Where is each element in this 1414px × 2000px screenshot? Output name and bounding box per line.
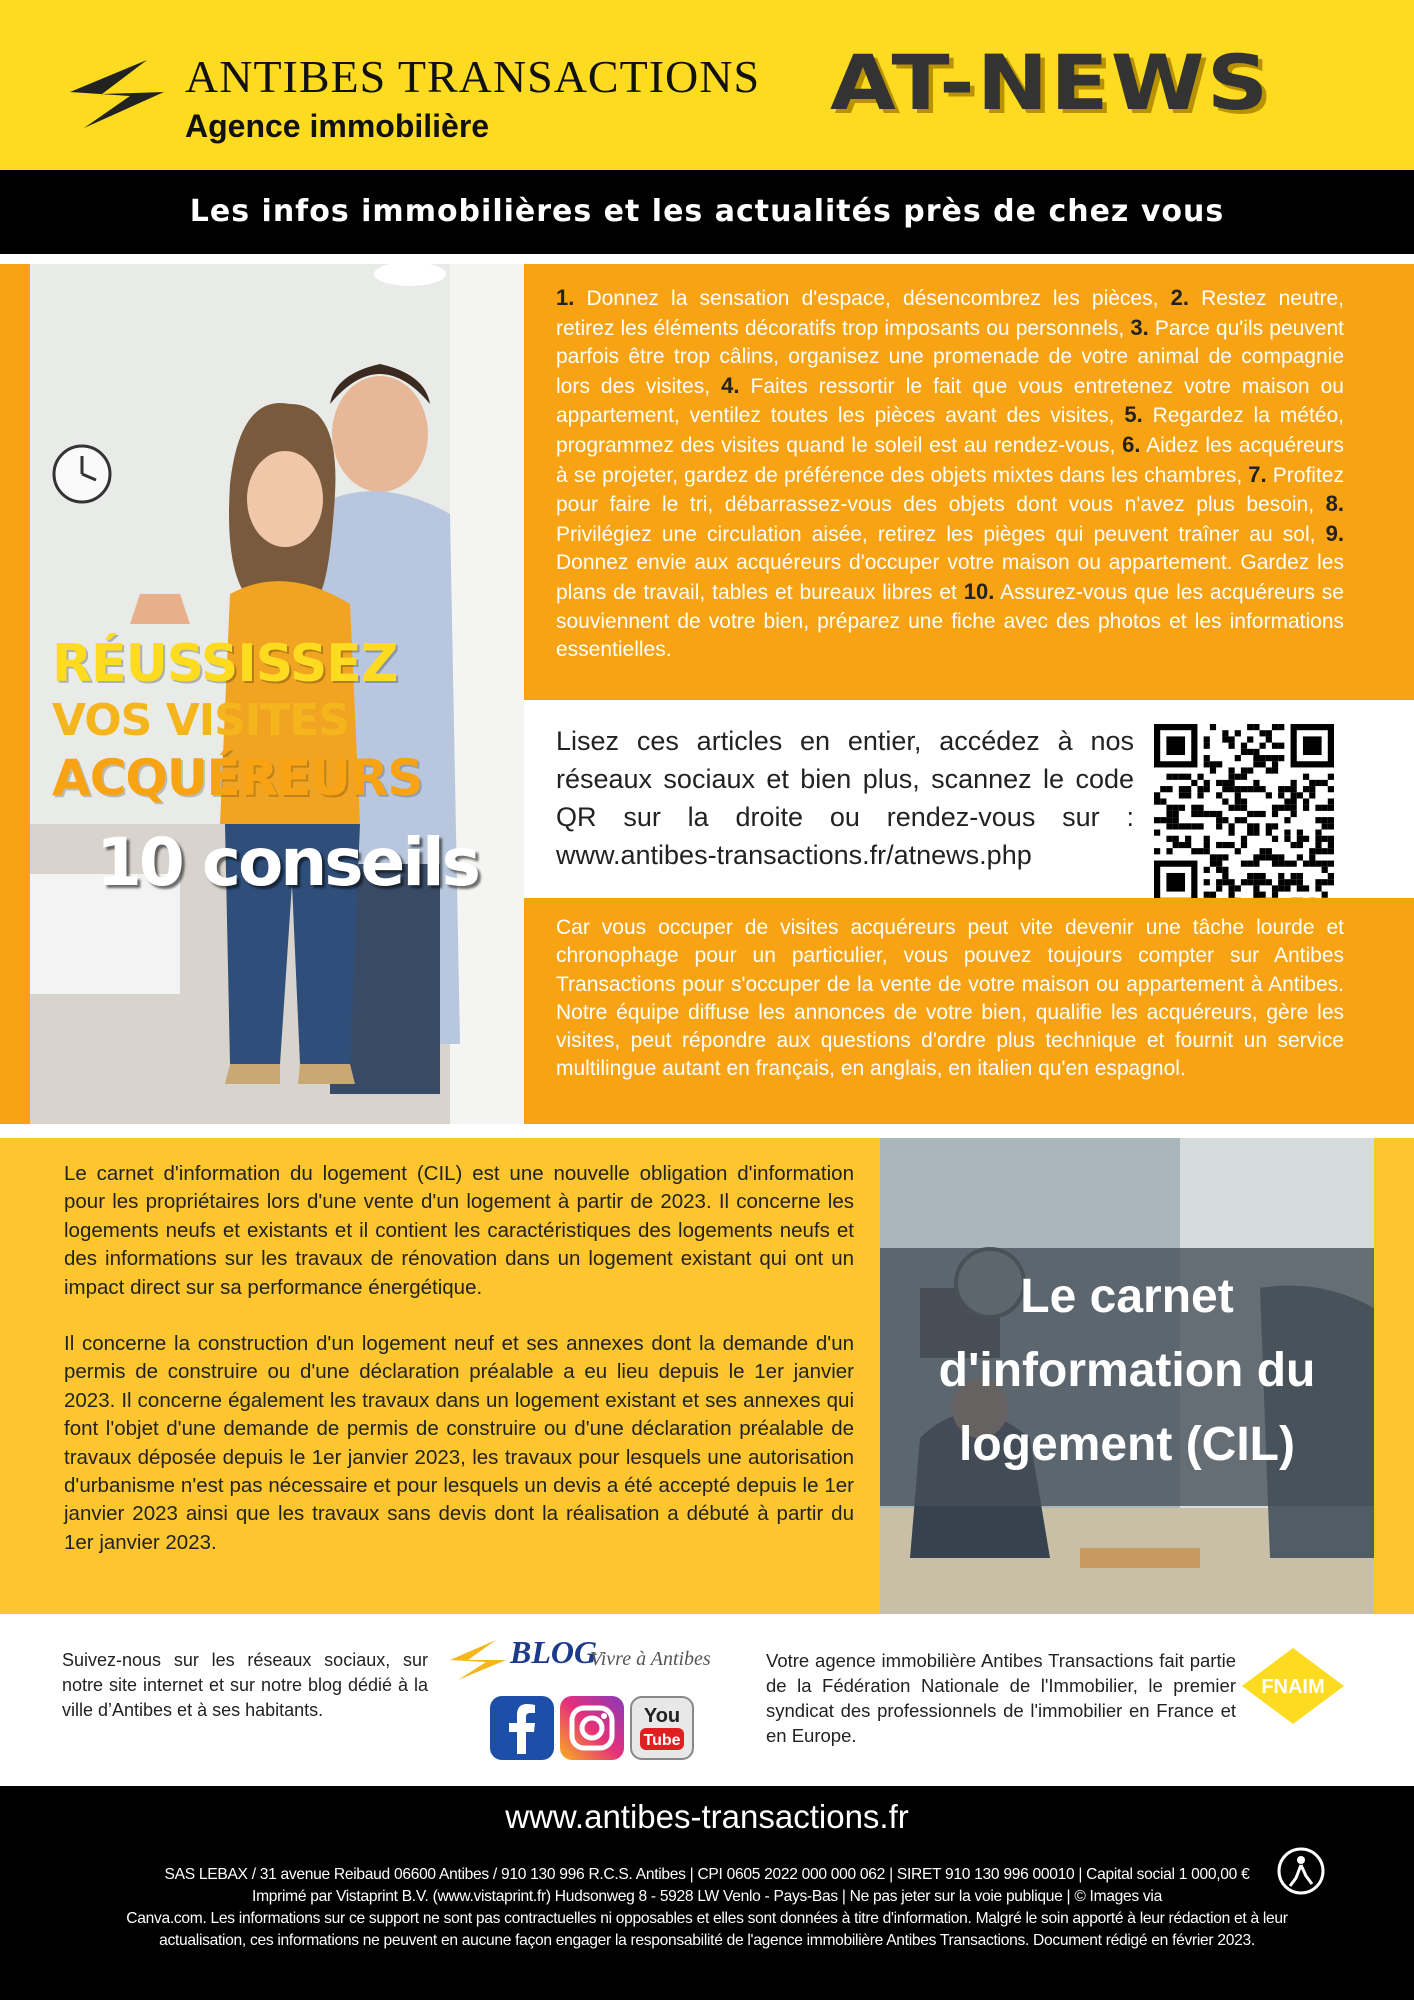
feature-headline — [52, 634, 512, 918]
tip-item: 9. Donnez envie aux acquéreurs d'occuper votre maison ou appartement. Gardez les plans de travail, tables et bureaux libres et — [556, 520, 1344, 604]
fnaim-text: Votre agence immobilière Antibes Transactions fait partie de la Fédération Nationale de l'Immobilier, le premier syndicat des professionnels de l'immobilier en France et en Europe. — [766, 1650, 1236, 1746]
tip-item: 7. Profitez pour faire le tri, débarrassez-vous des objets dont vous n'avez plus besoin, — [556, 461, 1344, 517]
legal-line-4: actualisation, ces informations ne peuvent en aucune façon engager la responsabilité de l'agence immobilière Antibes Transactions. Document rédigé en février 2023. — [159, 1932, 1255, 1949]
instagram-icon[interactable] — [560, 1696, 624, 1760]
cil-paragraph-2: Il concerne la construction d'un logement neuf et ses annexes dont la demande d'un permis de construire ou d'une déclaration préalable a eu lieu depuis le 1er janvier 2023. Il concerne également les travaux dans un logement existant et ses annexes qui font l'objet d'une demande de permis de construire ou d'une déclaration préalable de travaux déposée depuis le 1er janvier 2023, les travaux pour lesquels une autorisation d'urbanisme n'est pas nécessaire et pour lesquels un devis a été accepté depuis le 1er janvier 2023 ainsi que les travaux sans devis dont la réalisation a débuté à partir du 1er janvier 2023. — [64, 1332, 854, 1554]
tips-list — [524, 264, 1414, 700]
footer-info — [0, 1614, 1414, 1786]
agency-logo-icon — [62, 52, 172, 132]
cil-article — [64, 1160, 854, 1557]
cil-section — [0, 1138, 1414, 1614]
legal-notice — [60, 1864, 1354, 1952]
blog-subtitle: Vivre à Antibes — [590, 1648, 711, 1670]
recycle-seal-icon — [1276, 1846, 1326, 1896]
cil-title: Le carnet d'information du logement (CIL) — [938, 1270, 1316, 1471]
header — [0, 0, 1414, 170]
brand-name: ANTIBES TRANSACTIONS — [185, 51, 761, 102]
facebook-icon[interactable] — [490, 1696, 554, 1760]
agency-services-text: Car vous occuper de visites acquéreurs peut vite devenir une tâche lourde et chronophage pour un particulier, vous pouvez toujours compter sur Antibes Transactions pour s'occuper de la vente de votre maison ou appartement à Antibes. Notre équipe diffuse les annonces de votre bien, qualifie les acquéreurs, gère les visites, peut répondre aux questions d'ordre plus technique et fournit un service multilingue autant en français, en anglais, en italien qu'en espagnol. — [524, 898, 1414, 1124]
fnaim-logo-icon — [1240, 1646, 1346, 1726]
svg-text:FNAIM: FNAIM — [1261, 1676, 1325, 1698]
legal-line-3: Canva.com. Les informations sur ce support ne sont pas contractuelles ni opposables et elles sont données à titre d'information. Malgré le soin apporté à leur rédaction et à leur — [126, 1910, 1288, 1927]
legal-footer — [0, 1786, 1414, 2000]
qr-code-icon[interactable] — [1154, 724, 1334, 904]
tip-item: 10. Assurez-vous que les acquéreurs se souviennent de votre bien, préparez une fiche avec des photos et les informations essentielles. — [556, 578, 1344, 662]
headline-line-2: VOS VISITES — [52, 695, 349, 746]
tip-item: 4. Faites ressortir le fait que vous entretenez votre maison ou appartement, ventilez toutes les pièces avant des visites, — [556, 372, 1344, 428]
newsletter-title: AT-NEWS — [830, 38, 1271, 127]
tip-item: 6. Aidez les acquéreurs à se projeter, gardez de préférence des objets mixtes dans les chambres, — [556, 431, 1344, 487]
youtube-icon[interactable] — [630, 1696, 694, 1760]
website-url[interactable]: www.antibes-transactions.fr — [505, 1798, 909, 1835]
qr-block — [524, 700, 1414, 898]
brand-subtitle: Agence immobilière — [185, 108, 490, 144]
tip-item: 8. Privilégiez une circulation aisée, retirez les pièges qui peuvent traîner au sol, — [556, 491, 1344, 546]
tip-item: 1. Donnez la sensation d'espace, désencombrez les pièces, — [556, 285, 1171, 310]
tip-item: 2. Restez neutre, retirez les éléments décoratifs trop imposants ou personnels, — [556, 285, 1344, 340]
legal-line-1: SAS LEBAX / 31 avenue Reibaud 06600 Antibes / 910 130 996 R.C.S. Antibes | CPI 0605 2022 000 000 062 | SIRET 910 130 996 00010 | Capital social 1 000,00 € — [164, 1866, 1250, 1883]
qr-instructions: Lisez ces articles en entier, accédez à nos réseaux sociaux et bien plus, scannez le code QR sur la droite ou rendez-vous sur : www.antibes-transactions.fr/atnews.php — [556, 726, 1134, 870]
headline-line-1: RÉUSSISSEZ — [52, 634, 398, 694]
svg-text:Tube: Tube — [643, 1732, 681, 1749]
headline-line-3: ACQUÉREURS — [52, 749, 423, 807]
tip-item: 5. Regardez la météo, programmez des visites quand le soleil est au rendez-vous, — [556, 402, 1344, 457]
tips-section — [0, 264, 1414, 1124]
headline-line-4: 10 conseils — [96, 824, 478, 901]
follow-text: Suivez-nous sur les réseaux sociaux, sur notre site internet et sur notre blog dédié à la ville d’Antibes et à ses habitants. — [62, 1650, 428, 1720]
blog-label[interactable]: BLOG — [510, 1634, 598, 1670]
tagline: Les infos immobilières et les actualités près de chez vous — [0, 170, 1414, 254]
accent-bar — [0, 264, 30, 1124]
tip-item: 3. Parce qu'ils peuvent parfois être trop câlins, organisez une promenade de votre animal de compagnie lors des visites, — [556, 314, 1344, 398]
legal-line-2: Imprimé par Vistaprint B.V. (www.vistaprint.fr) Hudsonweg 8 - 5928 LW Venlo - Pays-Bas | Ne pas jeter sur la voie publique | © Images via — [252, 1888, 1162, 1905]
couple-photo — [30, 264, 524, 1124]
svg-text:You: You — [643, 1705, 681, 1727]
renovation-photo — [880, 1138, 1374, 1614]
cil-paragraph-1: Le carnet d'information du logement (CIL) est une nouvelle obligation d'information pour les propriétaires lors d'une vente d'un logement à partir de 2023. Il concerne les logements neufs et existants et il contient les caractéristiques des logements neufs et des informations sur les travaux de rénovation dans un logement existant qui ont un impact direct sur sa performance énergétique. — [64, 1162, 854, 1299]
